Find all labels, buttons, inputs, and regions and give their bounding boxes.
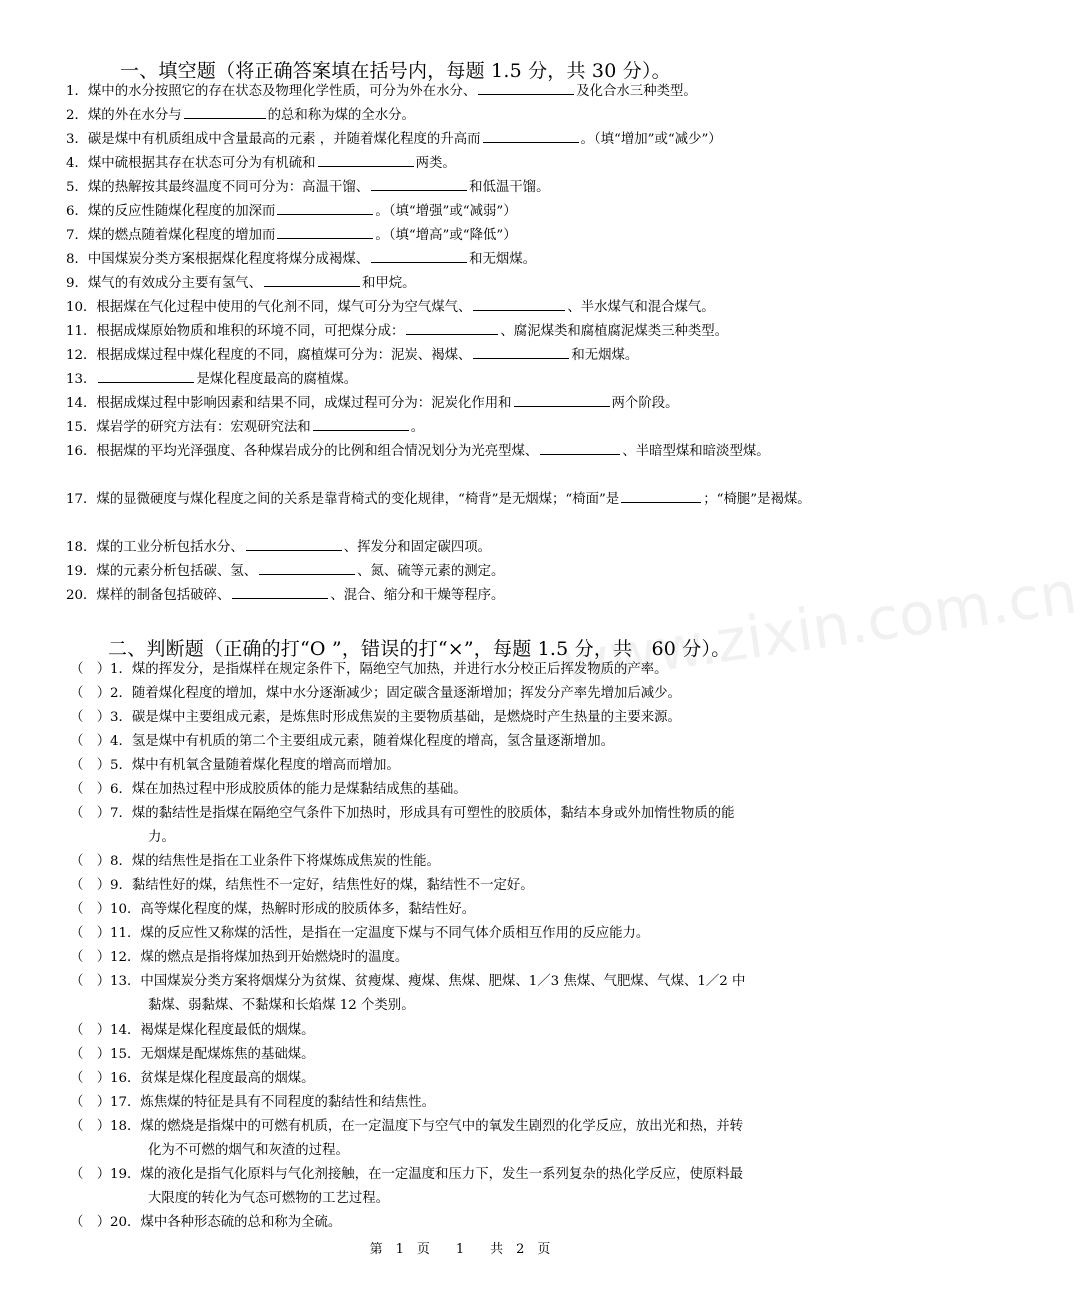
judge-question-3: （ ） 3．碳是煤中主要组成元素，是炼焦时形成焦炭的主要物质基础，是燃烧时产生热量的主要来源。 bbox=[70, 706, 878, 730]
answer-paren[interactable]: （ ） bbox=[70, 1047, 111, 1062]
answer-blank[interactable] bbox=[473, 344, 569, 359]
fill-question-7: 7．煤的燃点随着煤化程度的增加而 。（填“增高”或“降低”） bbox=[66, 224, 878, 248]
answer-paren[interactable]: （ ） bbox=[70, 1215, 111, 1230]
judge-question-4: （ ） 4．氢是煤中有机质的第二个主要组成元素，随着煤化程度的增高，氢含量逐渐增加。 bbox=[70, 730, 878, 754]
judge-question-13: （ ） 13．中国煤炭分类方案将烟煤分为贫煤、贫瘦煤、瘦煤、焦煤、肥煤、1／3 焦煤、气肥煤、气煤、1／2 中 黏煤、弱黏煤、不黏煤和长焰煤 12 个类别。 bbox=[70, 970, 878, 1017]
fill-question-19: 19．煤的元素分析包括碳、氢、 、氮、硫等元素的测定。 bbox=[66, 560, 878, 584]
answer-paren[interactable]: （ ） bbox=[70, 1095, 111, 1110]
fill-question-9: 9．煤气的有效成分主要有氢气、 和甲烷。 bbox=[66, 272, 878, 296]
judge-question-17: （ ） 17．炼焦煤的特征是具有不同程度的黏结性和结焦性。 bbox=[70, 1091, 878, 1115]
answer-blank[interactable] bbox=[277, 200, 373, 215]
judge-question-1: （ ） 1．煤的挥发分，是指煤样在规定条件下，隔绝空气加热，并进行水分校正后挥发物质的产率。 bbox=[70, 658, 878, 682]
answer-paren[interactable]: （ ） bbox=[70, 686, 111, 701]
answer-blank[interactable] bbox=[540, 440, 620, 455]
fill-question-4: 4．煤中硫根据其存在状态可分为有机硫和 两类。 bbox=[66, 152, 878, 176]
answer-blank[interactable] bbox=[232, 584, 328, 599]
answer-paren[interactable]: （ ） bbox=[70, 902, 111, 917]
answer-paren[interactable]: （ ） bbox=[70, 878, 111, 893]
section2-title: 二、判断题（正确的打“O ”，错误的打“×”，每题 1.5 分，共 60 分）。 bbox=[108, 638, 731, 660]
fill-question-8: 8．中国煤炭分类方案根据煤化程度将煤分成褐煤、 和无烟煤。 bbox=[66, 248, 878, 272]
answer-blank[interactable] bbox=[264, 272, 360, 287]
fill-question-16: 16．根据煤的平均光泽强度、各种煤岩成分的比例和组合情况划分为光亮型煤、 、半暗型煤和暗淡型煤。 bbox=[66, 440, 878, 464]
fill-question-12: 12．根据成煤过程中煤化程度的不同，腐植煤可分为：泥炭、褐煤、 和无烟煤。 bbox=[66, 344, 878, 368]
answer-paren[interactable]: （ ） bbox=[70, 734, 111, 749]
answer-blank[interactable] bbox=[478, 80, 574, 95]
fill-question-14: 14．根据成煤过程中影响因素和结果不同，成煤过程可分为：泥炭化作用和 两个阶段。 bbox=[66, 392, 878, 416]
answer-blank[interactable] bbox=[246, 536, 342, 551]
answer-paren[interactable]: （ ） bbox=[70, 806, 111, 821]
answer-blank[interactable] bbox=[259, 560, 355, 575]
answer-blank[interactable] bbox=[514, 392, 610, 407]
judge-question-9: （ ） 9．黏结性好的煤，结焦性不一定好，结焦性好的煤，黏结性不一定好。 bbox=[70, 874, 878, 898]
judge-question-11: （ ） 11．煤的反应性又称煤的活性，是指在一定温度下煤与不同气体介质相互作用的反应能力。 bbox=[70, 922, 878, 946]
answer-paren[interactable]: （ ） bbox=[70, 758, 111, 773]
answer-paren[interactable]: （ ） bbox=[70, 974, 111, 989]
judge-question-6: （ ） 6．煤在加热过程中形成胶质体的能力是煤黏结成焦的基础。 bbox=[70, 778, 878, 802]
judge-question-15: （ ） 15．无烟煤是配煤炼焦的基础煤。 bbox=[70, 1043, 878, 1067]
answer-blank[interactable] bbox=[277, 224, 373, 239]
answer-blank[interactable] bbox=[184, 104, 266, 119]
section1-title: 一、填空题（将正确答案填在括号内，每题 1.5 分，共 30 分）。 bbox=[120, 60, 671, 82]
watermark-text: www.zixin.com.cn bbox=[557, 558, 1081, 698]
judge-question-18: （ ） 18．煤的燃烧是指煤中的可燃有机质，在一定温度下与空气中的氧发生剧烈的化学反应，放出光和热，并转 化为不可燃的烟气和灰渣的过程。 bbox=[70, 1115, 878, 1162]
answer-paren[interactable]: （ ） bbox=[70, 710, 111, 725]
fill-question-10: 10．根据煤在气化过程中使用的气化剂不同，煤气可分为空气煤气、 、半水煤气和混合煤气。 bbox=[66, 296, 878, 320]
judge-question-2: （ ） 2．随着煤化程度的增加，煤中水分逐渐减少；固定碳含量逐渐增加；挥发分产率先增加后减少。 bbox=[70, 682, 878, 706]
fill-question-2: 2．煤的外在水分与 的总和称为煤的全水分。 bbox=[66, 104, 878, 128]
fill-question-11: 11．根据成煤原始物质和堆积的环境不同，可把煤分成： 、腐泥煤类和腐植腐泥煤类三种类型。 bbox=[66, 320, 878, 344]
answer-blank[interactable] bbox=[313, 416, 409, 431]
answer-blank[interactable] bbox=[371, 176, 467, 191]
fill-question-5: 5．煤的热解按其最终温度不同可分为：高温干馏、 和低温干馏。 bbox=[66, 176, 878, 200]
judge-question-20: （ ） 20．煤中各种形态硫的总和称为全硫。 bbox=[70, 1211, 878, 1235]
judge-question-14: （ ） 14．褐煤是煤化程度最低的烟煤。 bbox=[70, 1019, 878, 1043]
judge-question-19: （ ） 19．煤的液化是指气化原料与气化剂接触，在一定温度和压力下，发生一系列复杂的热化学反应，使原料最 大限度的转化为气态可燃物的工艺过程。 bbox=[70, 1163, 878, 1210]
answer-blank[interactable] bbox=[483, 128, 579, 143]
fill-question-13: 13． 是煤化程度最高的腐植煤。 bbox=[66, 368, 878, 392]
answer-blank[interactable] bbox=[406, 320, 498, 335]
judge-question-7: （ ） 7．煤的黏结性是指煤在隔绝空气条件下加热时，形成具有可塑性的胶质体，黏结本身或外加惰性物质的能 力。 bbox=[70, 802, 878, 849]
judge-question-10: （ ） 10．高等煤化程度的煤，热解时形成的胶质体多，黏结性好。 bbox=[70, 898, 878, 922]
answer-blank[interactable] bbox=[371, 248, 467, 263]
answer-blank[interactable] bbox=[98, 368, 194, 383]
answer-paren[interactable]: （ ） bbox=[70, 662, 111, 677]
fill-question-6: 6．煤的反应性随煤化程度的加深而 。（填“增强”或“减弱”） bbox=[66, 200, 878, 224]
answer-paren[interactable]: （ ） bbox=[70, 926, 111, 941]
answer-paren[interactable]: （ ） bbox=[70, 854, 111, 869]
judge-question-12: （ ） 12．煤的燃点是指将煤加热到开始燃烧时的温度。 bbox=[70, 946, 878, 970]
fill-question-17: 17．煤的显微硬度与煤化程度之间的关系是靠背椅式的变化规律，“椅背”是无烟煤；“椅面”是 ；“椅腿”是褐煤。 bbox=[66, 488, 878, 512]
fill-question-20: 20．煤样的制备包括破碎、 、混合、缩分和干燥等程序。 bbox=[66, 584, 878, 608]
answer-blank[interactable] bbox=[473, 296, 565, 311]
answer-paren[interactable]: （ ） bbox=[70, 950, 111, 965]
fill-question-3: 3．碳是煤中有机质组成中含量最高的元素 ，并随着煤化程度的升高而 。（填“增加”或“减少”） bbox=[66, 128, 878, 152]
answer-paren[interactable]: （ ） bbox=[70, 1071, 111, 1086]
judge-question-5: （ ） 5．煤中有机氧含量随着煤化程度的增高而增加。 bbox=[70, 754, 878, 778]
judge-question-16: （ ） 16．贫煤是煤化程度最高的烟煤。 bbox=[70, 1067, 878, 1091]
answer-blank[interactable] bbox=[621, 488, 701, 503]
answer-paren[interactable]: （ ） bbox=[70, 1167, 111, 1182]
answer-blank[interactable] bbox=[318, 152, 414, 167]
page-footer: 第 1 页 1 共 2 页 bbox=[369, 1242, 551, 1257]
fill-question-18: 18．煤的工业分析包括水分、 、挥发分和固定碳四项。 bbox=[66, 536, 878, 560]
answer-paren[interactable]: （ ） bbox=[70, 782, 111, 797]
answer-paren[interactable]: （ ） bbox=[70, 1023, 111, 1038]
fill-question-1: 1．煤中的水分按照它的存在状态及物理化学性质，可分为外在水分、 及化合水三种类型。 bbox=[66, 80, 878, 104]
judge-question-8: （ ） 8．煤的结焦性是指在工业条件下将煤炼成焦炭的性能。 bbox=[70, 850, 878, 874]
fill-question-15: 15．煤岩学的研究方法有：宏观研究法和 。 bbox=[66, 416, 878, 440]
answer-paren[interactable]: （ ） bbox=[70, 1119, 111, 1134]
